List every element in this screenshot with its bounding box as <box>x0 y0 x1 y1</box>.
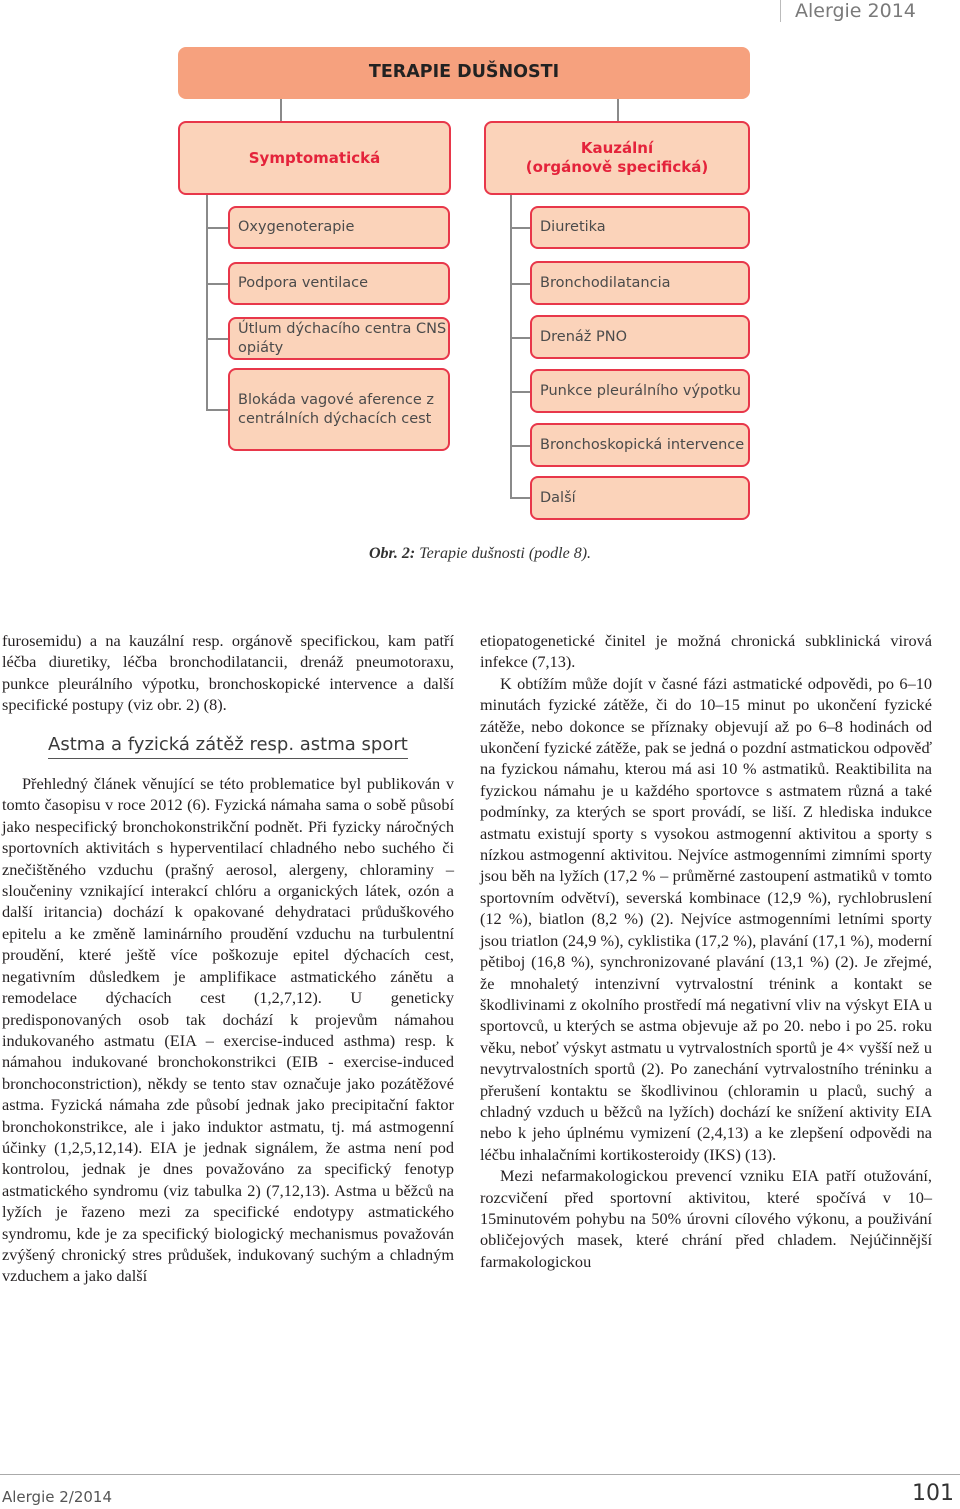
left-item: Podpora ventilace <box>228 262 450 305</box>
left-item: Blokáda vagové aference z centrálních dýchacích cest <box>228 368 450 451</box>
header-divider <box>780 0 781 22</box>
issue-label: Alergie 2/2014 <box>2 1488 113 1506</box>
caption-text: Terapie dušnosti (podle 8). <box>415 545 592 562</box>
diagram-title: TERAPIE DUŠNOSTI <box>178 47 750 99</box>
left-item: Oxygenoterapie <box>228 206 450 249</box>
connector <box>510 497 530 499</box>
right-item: Další <box>530 476 750 520</box>
causal-header-line2: (orgánově specifická) <box>525 158 709 176</box>
causal-header-line1: Kauzální <box>580 139 654 158</box>
paragraph: K obtížím může dojít v časné fázi astmatické odpovědi, po 6–10 minutách fyzické zátěže, či do 10–15 minut po ukončení fyzické zátěže, nebo dokonce se příznaky objevují až po 6–8 hodinách od ukončení fyzické zátěže, pak se jedná o pozdní astmatickou odpověď na fyzickou námahu, kterou má asi 10 % astmatiků. Reaktibilita na fyzickou námahu je u každého sportovce s astmatem různá a také podmínky, za kterých se sport provádí, se liší. Z hlediska indukce astmatu existují sporty s vysokou astmogenní aktivitou a sporty s nízkou astmogenní aktivitou. Nejvíce astmogenními zimními sporty jsou běh na lyžích (17,2 % – průměrné zastoupení astmatiků v tomto sportovním odvětví), severská kombinace (12,9 %), rychlobruslení (12 %), biatlon (8,2 %) (2). Nejvíce astmogenními letními sporty jsou triatlon (24,9 %), cyklistika (17,2 %), plavání (17,1 %), moderní pětiboj (16,8 %), synchronizované plavání (13,1 %) (2). Je zřejmé, že mnohaletý intenzivní vytrvalostní trénink a kontakt se škodlivinami z okolního prostředí má negativní vliv na výskyt EIA u sportovců, u kterých se astma objevuje až po 20. nebo i po 25. roku věku, neboť výskyt astmatu u vytrvalostních sportů je 4× vyšší než u nevytrvalostních sportů (2). Po zanechání vytrvalostního tréninku a přerušení kontaktu se škodlivinou (chloramin u placů, suchý a chladný vzduch u běžců na lyžích) dochází ke snížení aktivity EIA nebo k jeho úplnému vymizení (2,4,13) a ke zlepšení odpovědi na léčbu inhalačními kortikosteroidy (IKS) (13). <box>480 673 932 1164</box>
right-item: Bronchodilatancia <box>530 261 750 305</box>
journal-header: Alergie 2014 <box>795 0 916 22</box>
footer-divider <box>0 1474 960 1475</box>
connector <box>280 99 282 121</box>
paragraph: furosemidu) a na kauzální resp. orgánově specifickou, kam patří léčba diuretiky, léčba bronchodilatancii, drenáž pneumotoraxu, punkce pleurálního výpotku, bronchoskopické intervence a další specifické postupy (viz obr. 2) (8). <box>2 631 454 715</box>
right-column <box>480 630 932 1272</box>
connector <box>206 338 228 340</box>
right-item: Diuretika <box>530 206 750 249</box>
connector <box>206 409 228 411</box>
connector <box>510 227 530 229</box>
right-item: Bronchoskopická intervence <box>530 423 750 467</box>
paragraph: Mezi nefarmakologickou prevencí vzniku EIA patří otužování, rozcvičení před sportovní aktivitou, které spočívá v 10–15minutovém pohybu na 50% úrovni cílového výkonu, a použivání obličejových masek, které chrání před chladem. Nejúčinnější farmakologickou <box>480 1166 932 1271</box>
figure-caption <box>0 545 960 563</box>
paragraph: Přehledný článek věnující se této problematice byl publikován v tomto časopisu v roce 2012 (6). Fyzická námaha sama o sobě působí jako nespecifický bronchokonstrikční podnět. Při fyzicky náročných sportovních aktivitách s hyperventilací chladného nebo suchého či znečištěného vzduchu (prašný aerosol, alergeny, chloraminy – sloučeniny vznikající interakcí chlóru a organických látek, ozón a další iritancia) dochází k opakované dehydrataci průduškového epitelu a ke změně laminárního proudění vzduchu na turbulentní proudění, které ještě více poškozuje epitel dýchacích cest, negativním důsledkem je amplifikace astmatického zánětu a remodelace dýchacích cest (1,2,7,12). U geneticky predisponovaných osob tak dochází k projevům námahou indukovaného astmatu (EIA – exercise-induced asthma) resp. k námahou indukované bronchokonstrikci (EIB - exercise-induced bronchoconstriction), někdy se tento stav označuje jako pozátěžové astma. Fyzická námaha zde působí jednak jako precipitační faktor bronchokonstrikce, ale i jako induktor astmatu, tj. má astmogenní účinky (1,2,5,12,14). EIA je jednak signálem, že astma není pod kontrolou, jednak je dnes považováno za specifický fenotyp astmatického syndromu (viz tabulka 2) (7,12,13). Astma u běžců na lyžích je řazeno mezi za specifické endotypy astmatického syndromu, kde je za specifický biologický mechanismus považován zvýšený chronický stres průdušek, indukovaný suchým a chladným vzduchem a jako další <box>2 774 454 1286</box>
right-item: Drenáž PNO <box>530 315 750 359</box>
symptomatic-header: Symptomatická <box>178 121 451 195</box>
connector <box>510 337 530 339</box>
connector <box>510 283 530 285</box>
paragraph: etiopatogenetické činitel je možná chronická subklinická virová infekce (7,13). <box>480 631 932 672</box>
page-number: 101 <box>912 1481 954 1506</box>
connector <box>510 445 530 447</box>
connector <box>206 283 228 285</box>
right-item: Punkce pleurálního výpotku <box>530 369 750 413</box>
caption-label: Obr. 2: <box>368 545 416 562</box>
connector <box>206 227 228 229</box>
left-item: Útlum dýchacího centra CNS opiáty <box>228 317 450 360</box>
section-heading: Astma a fyzická zátěž resp. astma sport <box>48 734 408 759</box>
connector <box>510 391 530 393</box>
causal-header <box>484 121 750 195</box>
connector <box>617 99 619 121</box>
right-tree-line <box>510 195 512 497</box>
left-column <box>2 630 454 1287</box>
